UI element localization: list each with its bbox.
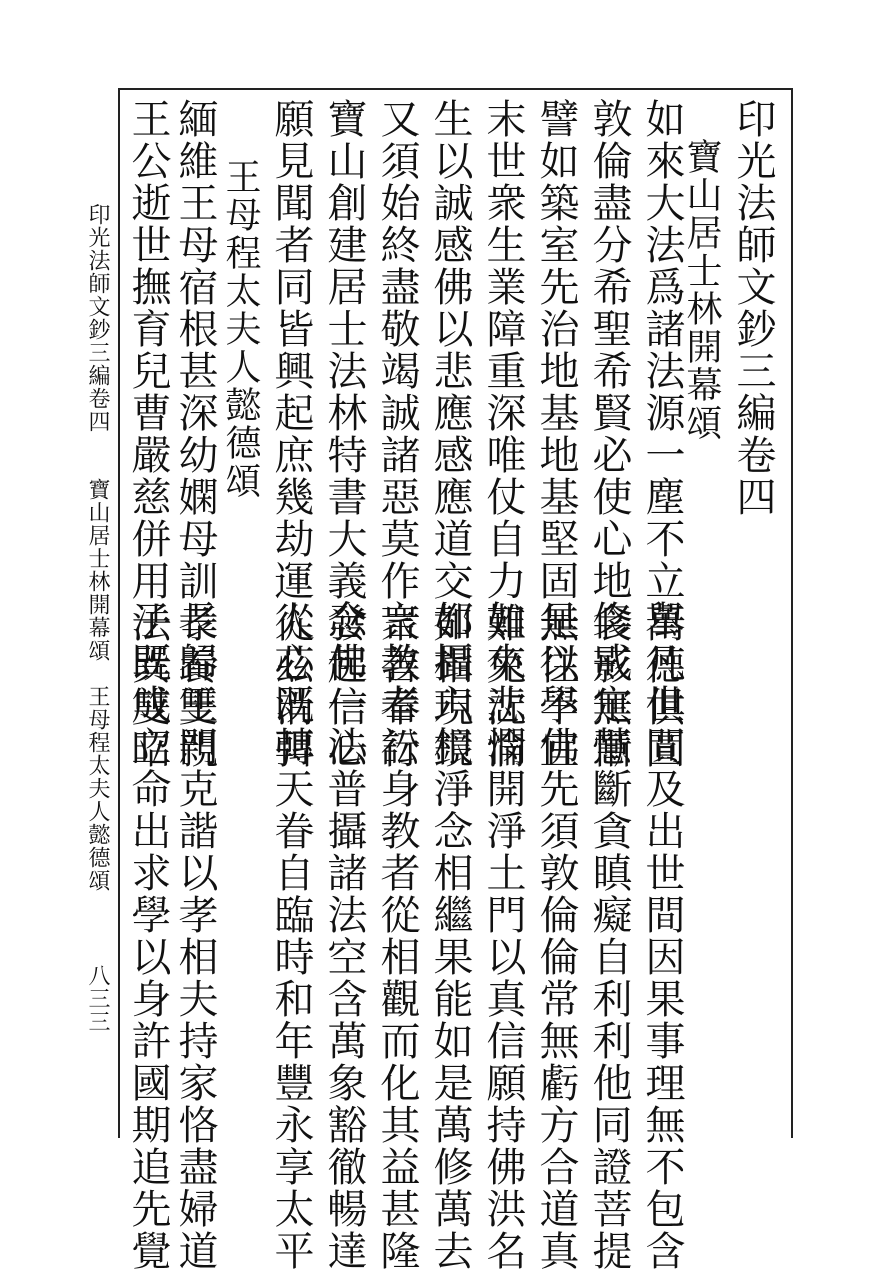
- page-title: 印光法師文鈔三編卷四: [730, 98, 776, 518]
- poem-line: 是以學佛先須敦倫倫常無虧方合道真: [533, 600, 579, 1272]
- page-number: 八三三: [85, 964, 110, 1033]
- poem-line: 末世衆生業障重深唯仗自力難免沈淪: [480, 98, 526, 770]
- poem-line: 如來悲憫開淨土門以真信願持佛洪名: [480, 600, 526, 1272]
- poem-line: 念佛一法普攝諸法空含萬象豁徹暢達: [321, 600, 367, 1272]
- poem-line: 王公逝世撫育兒曹嚴慈併用法巽雙昭: [125, 98, 171, 770]
- margin-book-title: 印光法師文鈔三編卷四: [85, 203, 110, 433]
- poem-line: 敦倫盡分希聖希賢必使心地衾影無慚: [586, 98, 632, 770]
- frame-top-rule: [118, 88, 792, 90]
- frame-left-rule: [118, 88, 120, 1138]
- poem-line: 修戒定慧斷貪瞋癡自利利他同證菩提: [586, 600, 632, 1272]
- poem-line: 長歸王門克諧以孝相夫持家恪盡婦道: [172, 600, 218, 1272]
- poem-line: 人心既轉天眷自臨時和年豐永享太平: [268, 600, 314, 1272]
- poem-line: 都攝六根淨念相繼果能如是萬修萬去: [427, 600, 473, 1272]
- poem-line: 又須始終盡敬竭誠諸惡莫作衆善奉行: [374, 98, 420, 770]
- poem-line: 子既成立命出求學以身許國期追先覺: [125, 600, 171, 1272]
- poem-line: 譬如築室先治地基地基堅固無往不宜: [533, 98, 579, 770]
- poem-line: 如來大法爲諸法源一塵不立萬德俱圓: [639, 98, 685, 770]
- poem-line: 願見聞者同皆興起庶幾劫運從茲消弭: [268, 98, 314, 770]
- poem-line: 寶山創建居士法林特書大義發起信心: [321, 98, 367, 770]
- poem-line: 緬維王母宿根甚深幼嫻母訓孝養雙親: [172, 98, 218, 770]
- frame-right-rule: [791, 88, 793, 1138]
- poem-heading: 王母程太夫人懿德頌: [220, 158, 261, 500]
- poem-heading: 寶山居士林開幕頌: [681, 138, 722, 442]
- poem-line: 舉凡世間及出世間因果事理無不包含: [639, 600, 685, 1272]
- poem-line: 生以誠感佛以悲應感應道交如相現鏡: [427, 98, 473, 770]
- poem-line: 言教者訟身教者從相觀而化其益甚隆: [374, 600, 420, 1272]
- margin-section-titles: 寶山居士林開幕頌 王母程太夫人懿德頌: [85, 478, 110, 892]
